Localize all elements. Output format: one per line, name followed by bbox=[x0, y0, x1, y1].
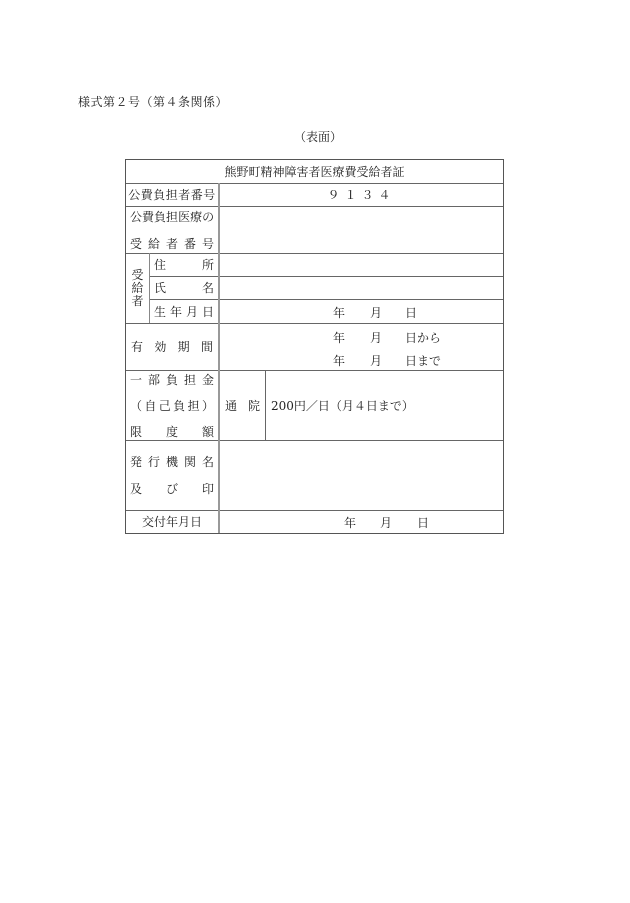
char: 番 bbox=[183, 236, 196, 251]
issue-date-label: 交付年月日 bbox=[141, 515, 202, 529]
address-field[interactable] bbox=[220, 253, 503, 276]
label-line bbox=[130, 208, 214, 225]
char: 給 bbox=[147, 236, 160, 251]
char: 生 bbox=[154, 304, 167, 319]
month-unit: 月 bbox=[380, 516, 393, 530]
birthdate-label bbox=[150, 299, 218, 323]
char: 公 bbox=[130, 209, 143, 224]
char: 度 bbox=[165, 424, 178, 439]
char: 間 bbox=[200, 340, 213, 354]
char: 負 bbox=[173, 398, 186, 413]
name-field[interactable] bbox=[220, 276, 503, 299]
char: 及 bbox=[130, 482, 143, 496]
char: 負 bbox=[154, 209, 167, 224]
char: 一 bbox=[130, 372, 143, 387]
birthdate-field[interactable] bbox=[220, 299, 503, 323]
char: 通 bbox=[225, 398, 238, 413]
char: 担 bbox=[183, 372, 196, 387]
char: 費 bbox=[142, 209, 155, 224]
copay-limit-value: 200円／日（月４日まで） bbox=[271, 398, 414, 413]
char: 名 bbox=[201, 281, 214, 295]
char: 者 bbox=[131, 293, 144, 308]
from-day-unit: 日から bbox=[405, 331, 442, 345]
recipient-group-label bbox=[126, 253, 149, 323]
label-line bbox=[130, 453, 214, 470]
day-unit: 日 bbox=[405, 306, 418, 320]
to-year-unit: 年 bbox=[333, 354, 346, 368]
char: 期 bbox=[177, 340, 190, 354]
char: 印 bbox=[201, 482, 214, 496]
char: 所 bbox=[201, 258, 214, 272]
char: 額 bbox=[201, 424, 214, 439]
validity-label bbox=[126, 323, 218, 370]
label-line bbox=[130, 423, 214, 440]
issuer-field[interactable] bbox=[220, 440, 503, 510]
year-unit: 年 bbox=[333, 306, 346, 320]
recipient-number-label bbox=[126, 206, 218, 253]
char: 行 bbox=[147, 455, 160, 469]
issuer-label bbox=[126, 440, 218, 510]
side-indicator bbox=[0, 128, 630, 145]
char: の bbox=[202, 209, 215, 224]
name-label bbox=[150, 276, 218, 299]
recipient-number-field[interactable] bbox=[220, 206, 503, 253]
char: 名 bbox=[201, 455, 214, 469]
public-payer-number-value: ９１３４ bbox=[327, 188, 396, 202]
from-year-unit: 年 bbox=[333, 331, 346, 345]
char: 給 bbox=[131, 280, 144, 295]
char: 効 bbox=[154, 340, 167, 354]
char: 有 bbox=[131, 340, 144, 354]
certificate-title: 熊野町精神障害者医療費受給者証 bbox=[224, 165, 405, 179]
copay-limit-label bbox=[126, 370, 218, 440]
form-identifier: 様式第２号（第４条関係） bbox=[78, 95, 229, 109]
char: 己 bbox=[158, 398, 171, 413]
recipient-certificate-table bbox=[125, 159, 504, 534]
char: （ bbox=[130, 398, 143, 413]
char: 号 bbox=[201, 236, 214, 251]
char: 担 bbox=[166, 209, 179, 224]
char: び bbox=[165, 482, 178, 496]
char: 院 bbox=[247, 398, 260, 413]
side-indicator-text: （表面） bbox=[293, 130, 342, 144]
label-line bbox=[130, 371, 214, 388]
char: 住 bbox=[154, 258, 167, 272]
char: 医 bbox=[178, 209, 191, 224]
label-line bbox=[130, 235, 214, 252]
char: 年 bbox=[169, 304, 182, 319]
char: 受 bbox=[131, 267, 144, 282]
char: 発 bbox=[130, 455, 143, 469]
label-line bbox=[130, 480, 214, 497]
char: 金 bbox=[201, 372, 214, 387]
to-month-unit: 月 bbox=[370, 354, 383, 368]
char: ） bbox=[201, 398, 214, 413]
char: 限 bbox=[130, 424, 143, 439]
char: 負 bbox=[165, 372, 178, 387]
address-label bbox=[150, 253, 218, 276]
char: 月 bbox=[185, 304, 198, 319]
char: 部 bbox=[147, 372, 160, 387]
issue-date-field[interactable] bbox=[220, 510, 503, 533]
validity-field[interactable] bbox=[220, 323, 503, 370]
char: 機 bbox=[165, 455, 178, 469]
char: 療 bbox=[190, 209, 203, 224]
day-unit: 日 bbox=[417, 516, 430, 530]
char: 関 bbox=[183, 455, 196, 469]
char: 受 bbox=[130, 236, 143, 251]
year-unit: 年 bbox=[344, 516, 357, 530]
char: 担 bbox=[187, 398, 200, 413]
label-line bbox=[130, 397, 214, 414]
char: 日 bbox=[201, 304, 214, 319]
outpatient-category-label bbox=[220, 370, 265, 440]
to-day-unit: 日まで bbox=[405, 354, 442, 368]
char: 自 bbox=[144, 398, 157, 413]
month-unit: 月 bbox=[370, 306, 383, 320]
public-payer-number-label: 公費負担者番号 bbox=[128, 188, 216, 202]
char: 者 bbox=[165, 236, 178, 251]
char: 氏 bbox=[154, 281, 167, 295]
from-month-unit: 月 bbox=[370, 331, 383, 345]
